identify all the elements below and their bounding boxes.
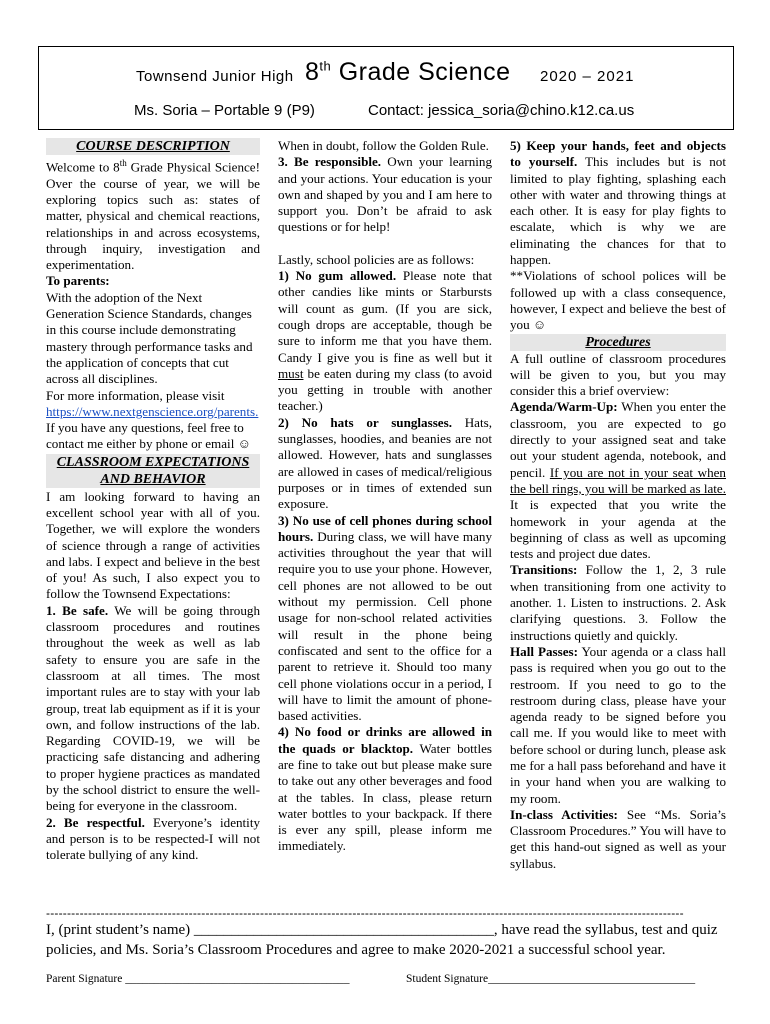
no-food-label: 4) No food or drinks are allowed in the quads or blacktop.: [278, 724, 492, 756]
no-gum-paragraph: [278, 268, 492, 415]
teacher-contact: Contact: jessica_soria@chino.k12.ca.us: [368, 102, 635, 119]
no-phones-label: 3) No use of cell phones during school hours.: [278, 512, 492, 544]
school-year: 2020 – 2021: [540, 68, 635, 85]
cut-line: --------------------------------------------------------------------------------------------------------------------------------------------------------: [46, 906, 684, 920]
course-title: [305, 58, 511, 87]
in-class-activities-label: In-class Activities:: [510, 806, 618, 822]
no-gum-label: 1) No gum allowed.: [278, 268, 397, 284]
in-class-activities-paragraph: [510, 807, 726, 872]
hall-passes-text: Your agenda or a class hall pass is required when you go out to the restroom. If you need to go to the restroom during class, please have your agenda ready to be signed before you call me. If you would like to meet with before school or during lunch, please ask me for a hall pass beforehand and have it in your hand when you are walking to my room.: [510, 643, 726, 806]
transitions-text: Follow the 1, 2, 3 rule when transitioning from one activity to another. 1. Listen to instructions. 2. Ask clarifying questions. 3. Follow the instructions quietly and quickly.: [510, 562, 726, 643]
be-respectful-text: Everyone’s identity and person is to be respected-I will not tolerate bullying of any kind.: [46, 814, 261, 863]
hands-to-self-label: 5) Keep your hands, feet and objects to yourself.: [510, 138, 726, 170]
course-description-heading: COURSE DESCRIPTION: [46, 138, 260, 155]
more-info-text: For more information, please visit: [46, 387, 225, 403]
in-class-activities-text: See “Ms. Soria’s Classroom Procedures.” You will have to get this hand-out signed as well as your syllabus.: [510, 806, 726, 871]
student-signature-line: Student Signature____________________________________: [406, 973, 696, 985]
no-gum-must: must: [278, 365, 304, 381]
school-name: Townsend Junior High: [136, 68, 294, 85]
be-safe-text: We will be going through classroom procedures and routines throughout the week as well as lab safety to ensure you are safe in the classroom at all times. The most important rules are to stay with your lab group, treat lab equipment as if it is your own, and follow instructions of the lab. Regarding COVID-19, we will be practicing safe distancing and adhering to proper hygiene practices as mandated by the school district to ensure the well-being for everyone in the classroom.: [46, 602, 260, 814]
be-responsible-label: 3. Be responsible.: [278, 154, 382, 170]
link-line: [46, 404, 260, 420]
welcome-paragraph: [46, 155, 260, 273]
no-hats-text: Hats, sunglasses, hoodies, and beanies are not allowed. However, hats and sunglasses are allowed in cases of medical/religious purposes or in times of extended sun exposure.: [278, 414, 492, 512]
agenda-late-rule: If you are not in your seat when the bell rings, you will be marked as late.: [510, 464, 726, 496]
teacher-location: Ms. Soria – Portable 9 (P9): [134, 102, 315, 119]
parent-signature-line: Parent Signature _______________________________________: [46, 973, 350, 985]
agenda-text-a: When you enter the classroom, you are expected to go directly to your assigned seat and take out your student agenda, notebook, and pencil.: [510, 399, 726, 480]
parents-text: With the adoption of the Next Generation Science Standards, changes in this course include demonstrating mastery through performance tasks and the application of concepts that cut across all disciplines.: [46, 289, 253, 387]
procedures-heading: Procedures: [510, 334, 726, 351]
ngss-parents-link[interactable]: https://www.nextgenscience.org/parents.: [46, 403, 259, 419]
welcome-text-b: Grade Physical Science! Over the course of year, we will be exploring topics such as: states of matter, physical and chemical reactions, relationships in and across ecosystems, through inquiry, investigation and experimentation.: [46, 159, 260, 273]
agenda-label: Agenda/Warm-Up:: [510, 399, 618, 415]
no-gum-text-b: be eaten during my class (to avoid you getting in trouble with another teacher.): [278, 365, 492, 414]
be-respectful-label: 2. Be respectful.: [46, 814, 145, 830]
no-food-text: Water bottles are fine to take out but please make sure to take out any other beverages and food at the tables. In class, please return water bottles to your backpack. If there is ever any spill, please inform me immediately.: [278, 740, 492, 854]
classroom-expectations-heading-line2: AND BEHAVIOR: [100, 471, 206, 487]
violations-text: **Violations of school polices will be followed up with a class consequence, however, I expect and believe the best of you ☺: [510, 268, 726, 333]
spacer: [278, 236, 492, 252]
be-responsible-paragraph: [278, 154, 492, 235]
hands-to-self-paragraph: [510, 138, 726, 268]
column-middle: [278, 138, 492, 855]
agenda-text-b: It is expected that you write the homework in your agenda at the beginning of class as well as upcoming tests and project due dates.: [510, 497, 726, 562]
grade-number: 8: [305, 58, 320, 86]
no-hats-paragraph: [278, 415, 492, 513]
hall-passes-paragraph: [510, 644, 726, 807]
no-gum-text-a: Please note that other candies like mints or Starbursts will count as gum. (If you are sick, cough drops are acceptable, though be sure to inform me that you have them. Candy I give you is fine as well but it: [278, 268, 492, 365]
expectations-intro: I am looking forward to having an excellent school year with all of you. Together, we will explore the wonders of science through a range of activities and labs. I expect and believe in the best of you! As such, I also expect you to follow the Townsend Expectations:: [46, 488, 260, 602]
no-hats-label: 2) No hats or sunglasses.: [278, 414, 452, 430]
be-respectful-paragraph: [46, 815, 260, 864]
hall-passes-label: Hall Passes:: [510, 643, 579, 659]
procedures-outline: A full outline of classroom procedures will be given to you, but you may consider this a brief overview:: [510, 350, 726, 399]
grade-suffix: th: [319, 58, 332, 74]
agenda-paragraph: [510, 399, 726, 562]
column-right: [510, 138, 726, 872]
course-name: Grade Science: [331, 58, 511, 86]
no-phones-text: During class, we will have many activities throughout the year that will require you to use your phone. However, cell phones are not allowed to be out without my permission. Cell phone usage for non-school related activities will result in the phone being confiscated and sent to the office for a parent to retrieve it. Should too many cell phone violations occur in a period, I will have to limit the amount of phone-based activities.: [278, 528, 493, 724]
be-safe-paragraph: [46, 603, 260, 815]
classroom-expectations-heading-line1: CLASSROOM EXPECTATIONS: [56, 454, 250, 470]
header-title-row: [0, 58, 770, 94]
be-responsible-text: Own your learning and your actions. Your education is your own and shaped by you and I am here to support you. Don’t be afraid to ask questions or for help!: [278, 154, 492, 235]
acknowledgement-statement: I, (print student’s name) ________________________________________, have read the syllabus, test and quiz policies, and Ms. Soria’s Classroom Procedures and agree to make 2020-2021 a successful school year.: [46, 922, 718, 958]
transitions-label: Transitions:: [510, 562, 578, 578]
questions-text: If you have any questions, feel free to contact me either by phone or email ☺: [46, 420, 251, 452]
be-safe-label: 1. Be safe.: [46, 602, 109, 618]
column-left: [46, 138, 260, 864]
no-food-paragraph: [278, 724, 492, 854]
policies-intro: Lastly, school policies are as follows:: [278, 251, 475, 267]
parents-label: To parents:: [46, 273, 110, 289]
golden-rule-text: When in doubt, follow the Golden Rule.: [278, 138, 489, 153]
transitions-paragraph: [510, 562, 726, 643]
hands-to-self-text: This includes but is not limited to play fighting, splashing each other with water and throwing things at each other. It is easy for play fights to escalate, which is why we are eliminating the chances for that to happen.: [510, 154, 726, 268]
welcome-text-a: Welcome to 8: [46, 159, 120, 175]
classroom-expectations-heading: [46, 454, 260, 488]
welcome-sup: th: [119, 158, 127, 168]
no-phones-paragraph: [278, 513, 492, 725]
